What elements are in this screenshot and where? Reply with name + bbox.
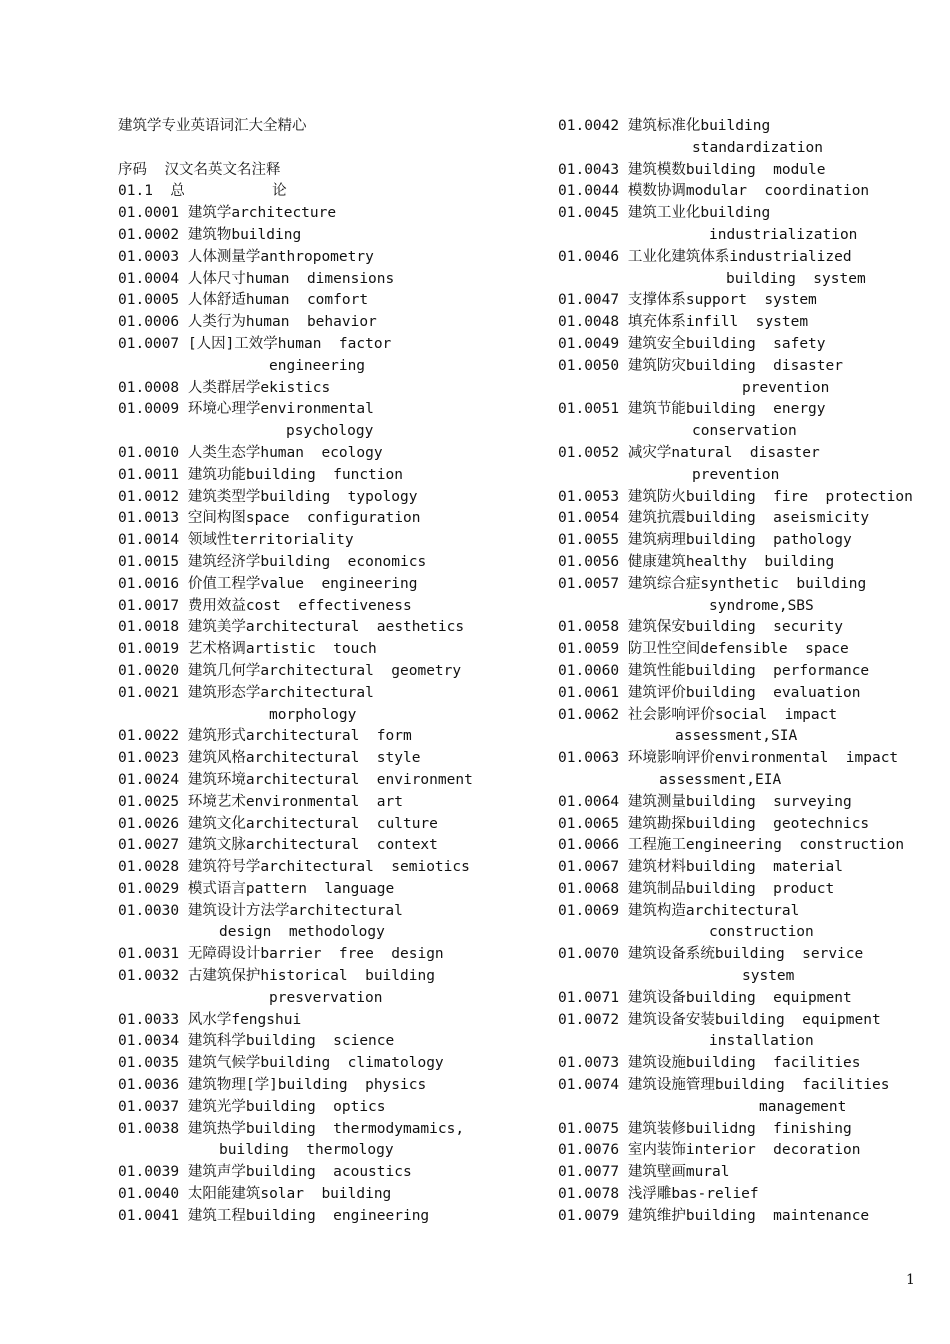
- left-line: 01.0018 建筑美学architectural aesthetics: [118, 619, 465, 636]
- right-line: 01.0077 建筑壁画mural: [558, 1164, 730, 1181]
- document-title: 建筑学专业英语词汇大全精心: [118, 118, 307, 134]
- left-line: 01.0015 建筑经济学building economics: [118, 553, 427, 570]
- right-continuation-line: conservation: [692, 423, 797, 440]
- left-line: 01.0005 人体舒适human comfort: [118, 292, 369, 309]
- left-continuation-line: psychology: [286, 423, 374, 440]
- right-line: 01.0050 建筑防灾building disaster: [558, 357, 843, 374]
- right-line: 01.0057 建筑综合症synthetic building: [558, 575, 867, 592]
- right-continuation-line: prevention: [692, 466, 780, 483]
- right-line: 01.0045 建筑工业化building: [558, 205, 771, 222]
- left-line: 01.0019 艺术格调artistic touch: [118, 641, 377, 658]
- left-line: 01.0035 建筑气候学building climatology: [118, 1055, 444, 1072]
- right-line: 01.0049 建筑安全building safety: [558, 335, 826, 352]
- right-line: 01.0064 建筑测量building surveying: [558, 793, 852, 810]
- right-line: 01.0065 建筑勘探building geotechnics: [558, 815, 870, 832]
- right-line: 01.0051 建筑节能building energy: [558, 401, 826, 418]
- left-line: 01.0036 建筑物理[学]building physics: [118, 1077, 427, 1094]
- left-continuation-line: engineering: [269, 357, 366, 374]
- right-line: 01.0066 工程施工engineering construction: [558, 837, 905, 854]
- right-line: 01.0059 防卫性空间defensible space: [558, 641, 849, 658]
- right-line: 01.0079 建筑维护building maintenance: [558, 1207, 870, 1224]
- right-line: 01.0055 建筑病理building pathology: [558, 532, 852, 549]
- left-line: 01.0010 人类生态学human ecology: [118, 444, 383, 461]
- section-heading: 01.1 总 论: [118, 183, 287, 200]
- left-line: 01.0034 建筑科学building science: [118, 1033, 395, 1050]
- right-continuation-line: management: [759, 1098, 847, 1115]
- right-line: 01.0074 建筑设施管理building facilities: [558, 1077, 890, 1094]
- right-line: 01.0061 建筑评价building evaluation: [558, 684, 861, 701]
- right-line: 01.0048 填充体系infill system: [558, 314, 809, 331]
- right-continuation-line: standardization: [692, 139, 823, 156]
- right-line: 01.0073 建筑设施building facilities: [558, 1055, 861, 1072]
- right-line: 01.0076 室内装饰interior decoration: [558, 1142, 861, 1159]
- page-number: 1: [906, 1272, 915, 1288]
- right-column: [558, 116, 928, 1228]
- left-line: 01.0022 建筑形式architectural form: [118, 728, 412, 745]
- left-continuation-line: design methodology: [219, 924, 385, 941]
- left-line: 01.0009 环境心理学environmental: [118, 401, 374, 418]
- left-line: 01.0012 建筑类型学building typology: [118, 488, 418, 505]
- right-line: 01.0046 工业化建筑体系industrialized: [558, 248, 852, 265]
- left-line: 01.0032 古建筑保护historical building: [118, 968, 435, 985]
- left-line: [118, 138, 538, 160]
- left-line: 01.0033 风水学fengshui: [118, 1011, 302, 1028]
- left-line: 01.0031 无障碍设计barrier free design: [118, 946, 444, 963]
- left-line: 01.0025 环境艺术environmental art: [118, 793, 403, 810]
- right-line: 01.0058 建筑保安building security: [558, 619, 843, 636]
- left-line: 01.0017 费用效益cost effectiveness: [118, 597, 412, 614]
- right-continuation-line: construction: [709, 924, 814, 941]
- left-line: 01.0027 建筑文脉architectural context: [118, 837, 438, 854]
- left-line: 01.0029 模式语言pattern language: [118, 880, 395, 897]
- left-line: 01.0028 建筑符号学architectural semiotics: [118, 859, 470, 876]
- right-line: 01.0068 建筑制品building product: [558, 880, 835, 897]
- left-line: 01.0004 人体尺寸human dimensions: [118, 270, 395, 287]
- right-line: 01.0071 建筑设备building equipment: [558, 989, 852, 1006]
- left-continuation-line: presvervation: [269, 989, 383, 1006]
- left-line: 01.0037 建筑光学building optics: [118, 1098, 386, 1115]
- right-continuation-line: industrialization: [709, 226, 858, 243]
- right-line: 01.0054 建筑抗震building aseismicity: [558, 510, 870, 527]
- right-continuation-line: assessment,SIA: [675, 728, 798, 745]
- right-line: 01.0053 建筑防火building fire protection: [558, 488, 913, 505]
- column-header: 序码 汉文名英文名注释: [118, 161, 281, 178]
- right-line: 01.0052 减灾学natural disaster: [558, 444, 820, 461]
- right-line: 01.0056 健康建筑healthy building: [558, 553, 835, 570]
- left-line: 01.0024 建筑环境architectural environment: [118, 771, 473, 788]
- left-line: 01.0039 建筑声学building acoustics: [118, 1164, 412, 1181]
- left-continuation-line: building thermology: [219, 1142, 394, 1159]
- right-line: 01.0072 建筑设备安装building equipment: [558, 1011, 881, 1028]
- right-line: 01.0075 建筑装修builidng finishing: [558, 1120, 852, 1137]
- left-line: 01.0026 建筑文化architectural culture: [118, 815, 438, 832]
- left-line: 01.0041 建筑工程building engineering: [118, 1207, 430, 1224]
- right-line: 01.0069 建筑构造architectural: [558, 902, 800, 919]
- left-column: [118, 116, 538, 1228]
- left-line: 01.0021 建筑形态学architectural: [118, 684, 374, 701]
- right-continuation-line: installation: [709, 1033, 814, 1050]
- left-line: 01.0001 建筑学architecture: [118, 205, 337, 222]
- left-line: 01.0038 建筑热学building thermodymamics,: [118, 1120, 465, 1137]
- left-line: 01.0011 建筑功能building function: [118, 466, 403, 483]
- right-continuation-line: building system: [726, 270, 866, 287]
- right-line: 01.0047 支撑体系support system: [558, 292, 817, 309]
- left-line: 01.0006 人类行为human behavior: [118, 314, 377, 331]
- right-continuation-line: assessment,EIA: [659, 771, 782, 788]
- left-line: 01.0020 建筑几何学architectural geometry: [118, 662, 462, 679]
- right-line: 01.0044 模数协调modular coordination: [558, 183, 870, 200]
- right-line: 01.0060 建筑性能building performance: [558, 662, 870, 679]
- left-line: 01.0014 领域性territoriality: [118, 532, 354, 549]
- right-line: 01.0062 社会影响评价social impact: [558, 706, 838, 723]
- left-continuation-line: morphology: [269, 706, 357, 723]
- left-line: 01.0003 人体测量学anthropometry: [118, 248, 374, 265]
- right-continuation-line: syndrome,SBS: [709, 597, 814, 614]
- right-line: 01.0070 建筑设备系统building service: [558, 946, 864, 963]
- left-line: 01.0008 人类群居学ekistics: [118, 379, 331, 396]
- left-line: 01.0030 建筑设计方法学architectural: [118, 902, 403, 919]
- right-line: 01.0078 浅浮雕bas-relief: [558, 1186, 759, 1203]
- left-line: 01.0040 太阳能建筑solar building: [118, 1186, 392, 1203]
- left-line: 01.0016 价值工程学value engineering: [118, 575, 418, 592]
- right-line: 01.0063 环境影响评价environmental impact: [558, 750, 899, 767]
- left-line: 01.0013 空间构图space configuration: [118, 510, 421, 527]
- right-continuation-line: system: [742, 968, 795, 985]
- right-continuation-line: prevention: [742, 379, 830, 396]
- right-line: 01.0043 建筑模数building module: [558, 161, 826, 178]
- left-line: 01.0007 [人因]工效学human factor: [118, 335, 392, 352]
- right-line: 01.0067 建筑材料building material: [558, 859, 843, 876]
- left-line: 01.0023 建筑风格architectural style: [118, 750, 421, 767]
- left-line: 01.0002 建筑物building: [118, 226, 302, 243]
- right-line: 01.0042 建筑标准化building: [558, 118, 771, 134]
